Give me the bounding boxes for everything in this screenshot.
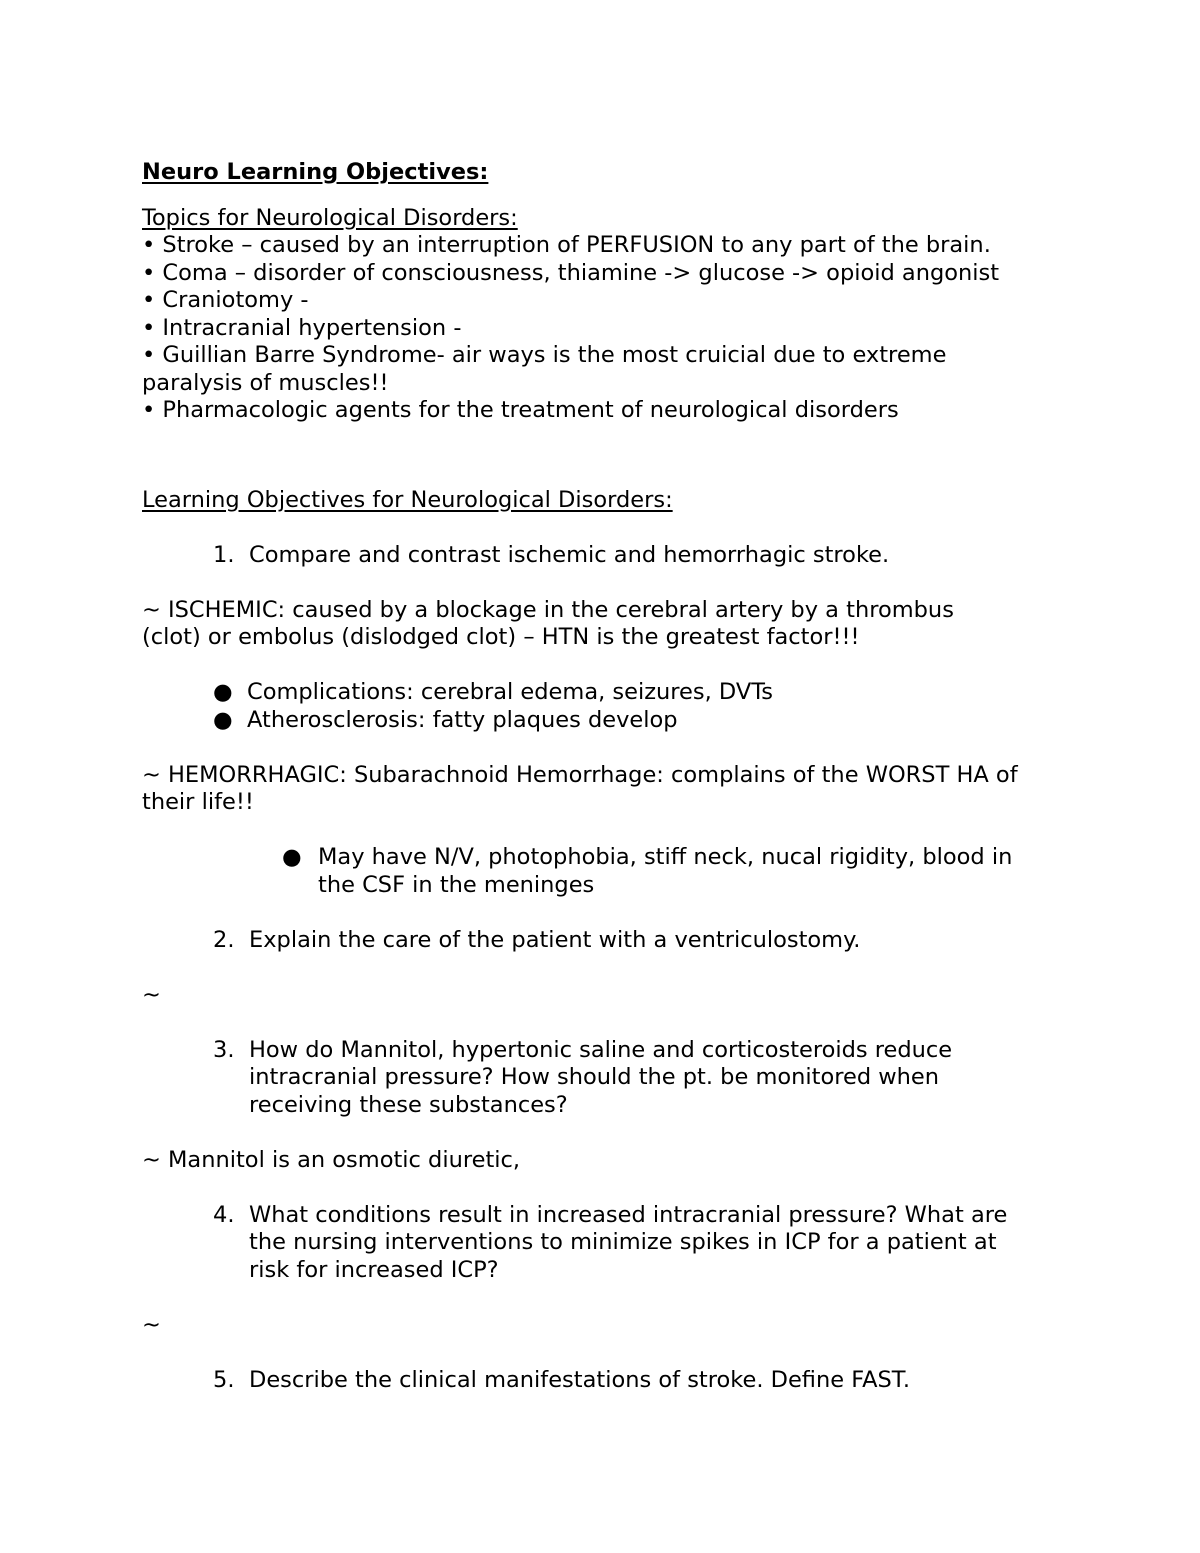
objective-3-number: 3.: [213, 1036, 235, 1063]
bullet-text: Complications: cerebral edema, seizures, DVTs: [247, 679, 773, 705]
bullet-icon: ●: [282, 844, 302, 870]
objective-1-number: 1.: [213, 541, 235, 568]
objective-5-text: Describe the clinical manifestations of stroke. Define FAST.: [249, 1366, 911, 1393]
objective-4: [142, 1202, 1072, 1285]
hemorrhagic-line-1: ~ HEMORRHAGIC: Subarachnoid Hemorrhage: complains of the WORST HA of: [142, 761, 1018, 788]
ischemic-bullet-atherosclerosis: [142, 707, 1072, 735]
ischemic-line-2: (clot) or embolus (dislodged clot) – HTN is the greatest factor!!!: [142, 624, 860, 650]
objective-3-line-3: receiving these substances?: [249, 1091, 568, 1118]
ischemic-bullet-complications: [142, 679, 1072, 707]
hemorrhagic-bullet-symptoms: [142, 844, 1072, 899]
objective-2-text: Explain the care of the patient with a ventriculostomy.: [249, 926, 861, 953]
objective-5: [142, 1367, 1072, 1395]
objective-3-answer: ~ Mannitol is an osmotic diuretic,: [142, 1146, 521, 1173]
bullet-text-line-1: May have N/V, photophobia, stiff neck, nucal rigidity, blood in: [318, 844, 1013, 870]
objective-2-number: 2.: [213, 926, 235, 953]
document-page: [142, 159, 1072, 1394]
topic-item-guillain-barre: • Guillian Barre Syndrome- air ways is the most cruicial due to extreme: [142, 342, 947, 368]
objective-4-line-3: risk for increased ICP?: [249, 1256, 499, 1283]
topic-item-coma: • Coma – disorder of consciousness, thiamine -> glucose -> opioid angonist: [142, 259, 1000, 286]
hemorrhagic-line-2: their life!!: [142, 789, 254, 815]
objective-3-line-2: intracranial pressure? How should the pt. be monitored when: [249, 1064, 940, 1090]
objectives-heading: Learning Objectives for Neurological Disorders:: [142, 486, 673, 513]
topic-item-stroke: • Stroke – caused by an interruption of PERFUSION to any part of the brain.: [142, 232, 991, 258]
objective-3-line-1: How do Mannitol, hypertonic saline and corticosteroids reduce: [249, 1036, 953, 1063]
topic-item-guillain-barre-cont: paralysis of muscles!!: [142, 369, 389, 396]
document-title: Neuro Learning Objectives:: [142, 159, 489, 185]
objective-2: [142, 927, 1072, 955]
topic-item-intracranial-hypertension: • Intracranial hypertension -: [142, 314, 462, 341]
bullet-text: Atherosclerosis: fatty plaques develop: [247, 706, 678, 733]
objective-1-text: Compare and contrast ischemic and hemorrhagic stroke.: [249, 541, 890, 568]
ischemic-line-1: ~ ISCHEMIC: caused by a blockage in the cerebral artery by a thrombus: [142, 596, 954, 623]
topic-item-craniotomy: • Craniotomy -: [142, 287, 309, 313]
objective-5-number: 5.: [213, 1366, 235, 1393]
objective-1: [142, 542, 1072, 570]
bullet-icon: ●: [213, 679, 233, 705]
topic-item-pharmacologic: • Pharmacologic agents for the treatment of neurological disorders: [142, 397, 899, 423]
objective-4-answer: ~: [142, 1311, 161, 1338]
objective-4-number: 4.: [213, 1201, 235, 1228]
objective-3: [142, 1037, 1072, 1120]
objective-4-line-1: What conditions result in increased intracranial pressure? What are: [249, 1201, 1008, 1228]
objective-2-answer: ~: [142, 981, 161, 1008]
bullet-icon: ●: [213, 706, 233, 733]
bullet-text-line-2: the CSF in the meninges: [318, 871, 595, 898]
objective-4-line-2: the nursing interventions to minimize spikes in ICP for a patient at: [249, 1229, 997, 1255]
topics-heading: Topics for Neurological Disorders:: [142, 204, 518, 231]
